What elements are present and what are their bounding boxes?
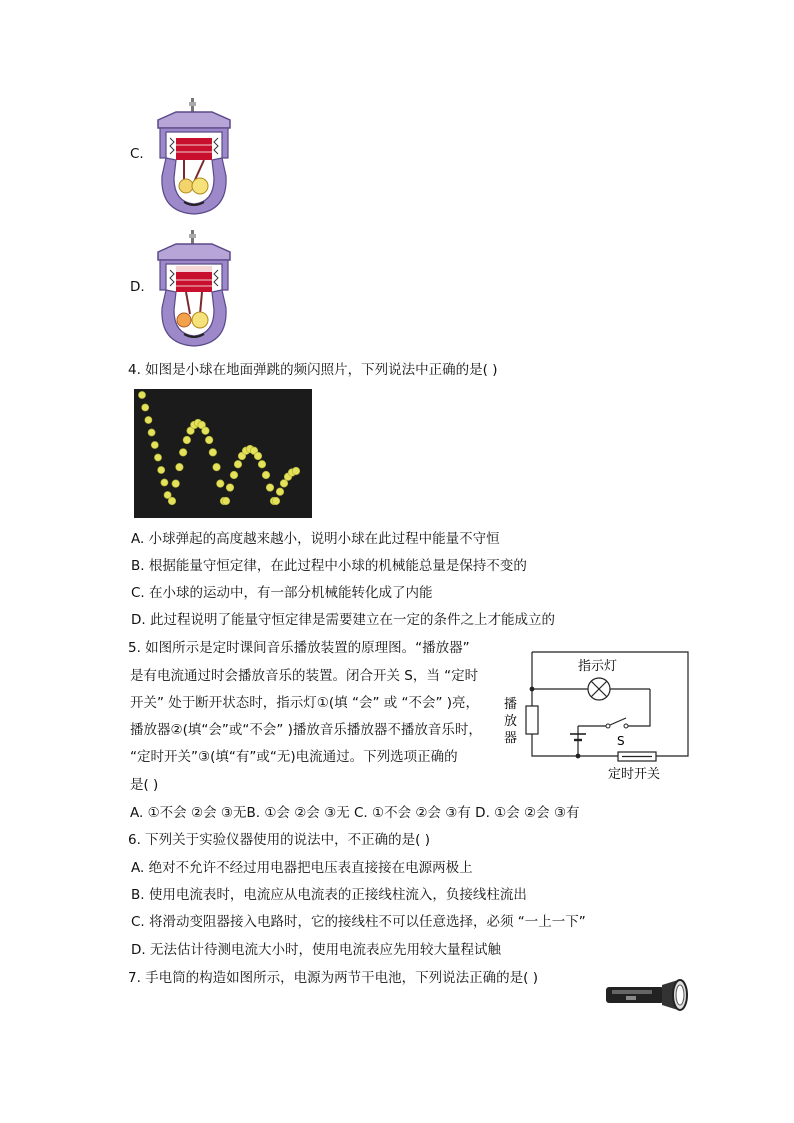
- ball-dot: [209, 449, 217, 457]
- circuit-diagram: [500, 648, 695, 783]
- ball-dot: [230, 471, 238, 479]
- q4-option-c: C. 在小球的运动中，有一部分机械能转化成了内能: [131, 585, 433, 601]
- ball-dot: [234, 460, 242, 468]
- player-char-3: 器: [504, 731, 518, 746]
- q6-option-c: C. 将滑动变阻器接入电路时，它的接线柱不可以任意选择，必须 “一上一下”: [131, 914, 586, 930]
- switch-label: S: [617, 734, 625, 748]
- q5-line-6: 是( ): [130, 777, 159, 793]
- q6-option-b: B. 使用电流表时，电流应从电流表的正接线柱流入，负接线柱流出: [131, 887, 527, 903]
- ball-dot: [179, 449, 187, 457]
- ball-dot: [258, 460, 266, 468]
- ball-dot: [205, 436, 213, 444]
- ball-dot: [262, 471, 270, 479]
- ball-dot: [154, 454, 161, 461]
- q6-option-d: D. 无法估计待测电流大小时，使用电流表应先用较大量程试触: [131, 942, 501, 958]
- ball-dot: [222, 497, 230, 505]
- ball-dot: [254, 452, 262, 460]
- player-box: [526, 706, 538, 734]
- bouncing-ball-photo: [134, 389, 312, 518]
- timer-switch-icon: [618, 752, 679, 761]
- ball-dot: [145, 416, 152, 423]
- ball-dot: [272, 497, 280, 505]
- lamp-icon: [588, 678, 610, 700]
- q4-option-b: B. 根据能量守恒定律，在此过程中小球的机械能总量是保持不变的: [131, 558, 527, 574]
- q5-line-5: “定时开关”③(填“有”或“无)电流通过。下列选项正确的: [130, 749, 458, 765]
- ball-dot: [142, 404, 149, 411]
- ball-dot: [168, 497, 176, 505]
- flashlight-image: [604, 978, 692, 1012]
- ball-dot: [226, 484, 234, 492]
- q5-line-2: 是有电流通过时会播放音乐的装置。闭合开关 S，当 “定时: [130, 668, 479, 684]
- ball-dot: [183, 436, 191, 444]
- q5-options: A. ①不会 ②会 ③无B. ①会 ②会 ③无 C. ①不会 ②会 ③有 D. ①会 ②会 ③有: [130, 805, 580, 821]
- switch-s-icon: [606, 718, 628, 728]
- ball-dot: [158, 466, 165, 473]
- lamp-label: 指示灯: [578, 659, 618, 674]
- player-char-2: 放: [504, 714, 518, 729]
- q4-option-a: A. 小球弹起的高度越来越小，说明小球在此过程中能量不守恒: [131, 531, 500, 547]
- ball-dot: [148, 429, 155, 436]
- ball-dot: [213, 463, 221, 471]
- ball-dot: [151, 441, 158, 448]
- engine-diagram-c: [154, 98, 234, 216]
- q5-line-4: 播放器②(填“会”或“不会” )播放音乐播放器不播放音乐时，: [130, 722, 482, 738]
- ball-dot: [176, 463, 184, 471]
- q4-stem: 4. 如图是小球在地面弹跳的频闪照片，下列说法中正确的是( ): [128, 362, 498, 378]
- ball-dot: [138, 391, 145, 398]
- q7-stem: 7. 手电筒的构造如图所示，电源为两节干电池，下列说法正确的是( ): [128, 970, 538, 986]
- ball-dot: [216, 480, 224, 488]
- q4-option-d: D. 此过程说明了能量守恒定律是需要建立在一定的条件之上才能成立的: [131, 612, 555, 628]
- ball-dot: [266, 484, 274, 492]
- ball-dot: [202, 427, 210, 435]
- ball-dot: [280, 480, 288, 488]
- timer-label: 定时开关: [608, 767, 661, 782]
- ball-dot: [276, 488, 284, 496]
- ball-dot: [161, 479, 168, 486]
- q5-line-3: 开关” 处于断开状态时，指示灯①(填 “会” 或 “不会” )亮，: [130, 695, 480, 711]
- q3-option-c-label: C.: [130, 146, 144, 162]
- engine-diagram-d: [154, 230, 234, 348]
- player-char-1: 播: [504, 697, 518, 712]
- ball-dot: [172, 480, 180, 488]
- ball-dot: [292, 467, 300, 475]
- q3-option-d-label: D.: [130, 279, 145, 295]
- q6-stem: 6. 下列关于实验仪器使用的说法中，不正确的是( ): [128, 832, 430, 848]
- q6-option-a: A. 绝对不允许不经过用电器把电压表直接接在电源两极上: [131, 860, 473, 876]
- q5-line-1: 5. 如图所示是定时课间音乐播放装置的原理图。“播放器”: [128, 640, 470, 656]
